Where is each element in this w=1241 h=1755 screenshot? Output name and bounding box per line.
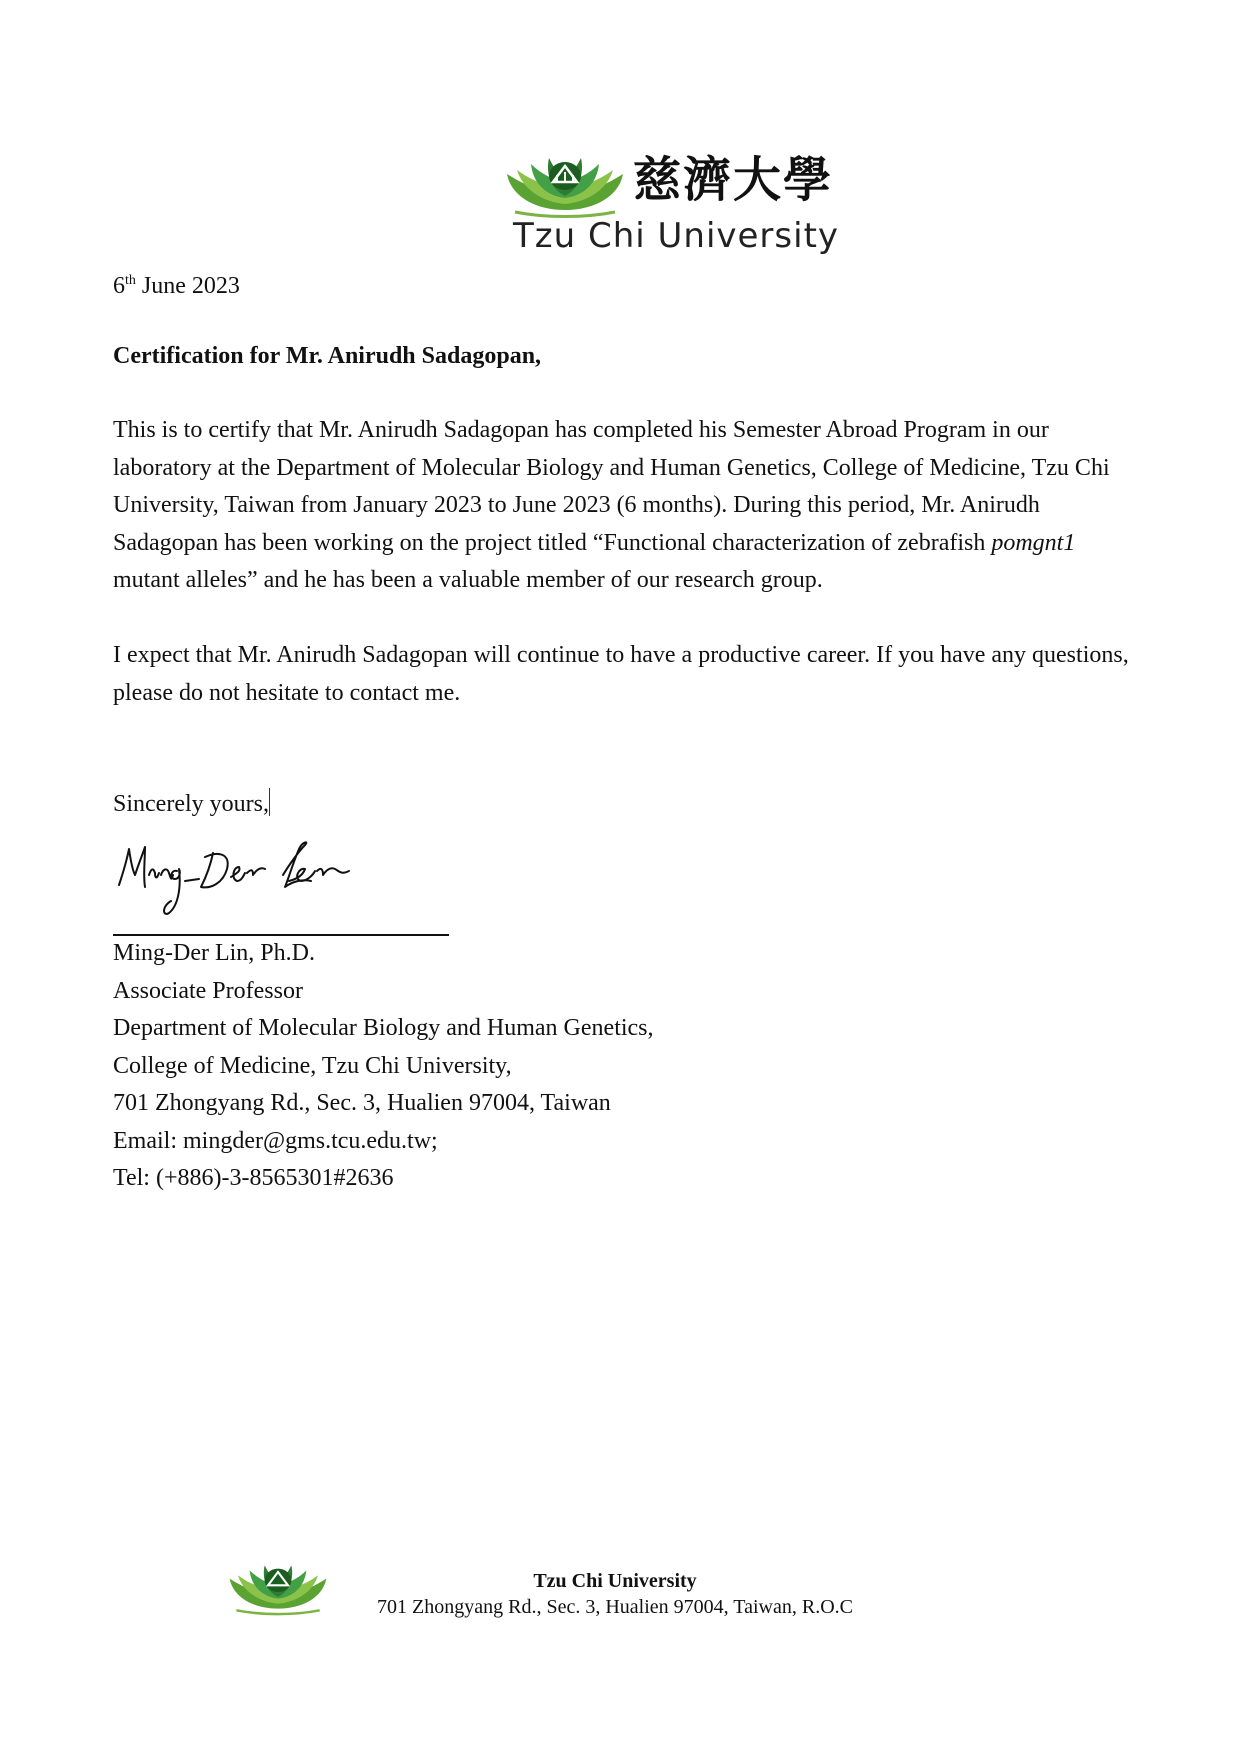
letter-date	[113, 262, 240, 306]
signer-tel: Tel: (+886)-3-8565301#2636	[113, 1165, 394, 1191]
letter-body-paragraph-2: I expect that Mr. Anirudh Sadagopan will continue to have a productive career. If you have any questions, please do not hesitate to contact me.	[113, 642, 1129, 706]
signer-email: Email: mingder@gms.tcu.edu.tw;	[113, 1127, 438, 1154]
closing-text: Sincerely yours,	[113, 791, 269, 817]
tzu-chi-lotus-logo-icon	[505, 150, 625, 218]
letter-closing	[113, 786, 270, 824]
body1-text-end: mutant alleles” and he has been a valuable member of our research group.	[113, 567, 823, 593]
letter-body-paragraph-1	[113, 412, 1133, 600]
signer-address: 701 Zhongyang Rd., Sec. 3, Hualien 97004, Taiwan	[113, 1090, 611, 1116]
body1-text-start: This is to certify that Mr. Anirudh Sadagopan has completed his Semester Abroad Program in our laboratory at the Department of Molecular Biology and Human Genetics, College of Medicine, Tzu Chi University, Taiwan from January 2023 to June 2023 (6 months). During this period, Mr. Anirudh Sadagopan has been working on the project titled “Functional characterization of zebrafish	[113, 417, 1110, 556]
footer-lotus-logo-icon	[228, 1558, 328, 1616]
handwritten-signature	[113, 835, 413, 925]
signer-name: Ming-Der Lin, Ph.D.	[113, 940, 315, 966]
signer-title: Associate Professor	[113, 977, 303, 1004]
text-cursor	[269, 788, 270, 816]
letterhead	[505, 150, 840, 270]
date-suffix: th	[125, 273, 136, 288]
date-day: 6	[113, 273, 125, 299]
footer-university-name: Tzu Chi University	[533, 1570, 697, 1592]
signer-college: College of Medicine, Tzu Chi University,	[113, 1052, 512, 1079]
signer-block	[113, 935, 654, 1198]
signer-department: Department of Molecular Biology and Human Genetics,	[113, 1015, 654, 1041]
gene-name: pomgnt1	[991, 529, 1076, 556]
footer-address: 701 Zhongyang Rd., Sec. 3, Hualien 97004, Taiwan, R.O.C	[377, 1596, 853, 1618]
university-name-english: Tzu Chi University	[513, 216, 840, 256]
date-rest: June 2023	[135, 273, 240, 299]
letter-footer	[370, 1568, 860, 1620]
university-name-chinese: 慈濟大學	[633, 152, 834, 208]
letter-heading: Certification for Mr. Anirudh Sadagopan,	[113, 343, 542, 369]
